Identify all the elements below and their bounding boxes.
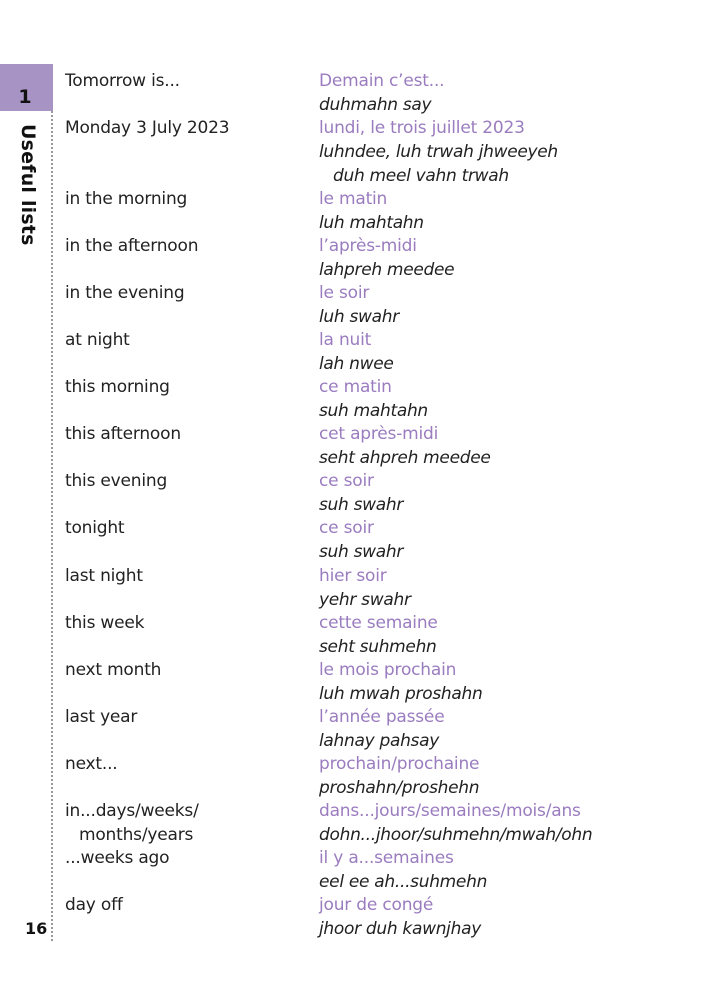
pronunciation: suh swahr <box>319 495 404 515</box>
english-phrase: Monday 3 July 2023 <box>65 118 230 138</box>
french-translation: l’après-midi <box>319 236 417 256</box>
english-phrase: tonight <box>65 518 125 538</box>
pronunciation: duhmahn say <box>319 95 432 115</box>
english-phrase: at night <box>65 330 130 350</box>
pronunciation: lahpreh meedee <box>319 260 455 280</box>
pronunciation: proshahn/proshehn <box>319 778 480 798</box>
english-phrase: this evening <box>65 471 168 491</box>
english-phrase: next... <box>65 754 118 774</box>
pronunciation: seht ahpreh meedee <box>319 448 491 468</box>
english-phrase: last year <box>65 707 138 727</box>
english-line-2: months/years <box>79 825 194 845</box>
french-translation: il y a...semaines <box>319 848 454 868</box>
english-phrase: in the morning <box>65 189 188 209</box>
section-title: Useful lists <box>17 124 39 246</box>
pronunciation: luhndee, luh trwah jhweeyeh <box>319 142 558 162</box>
french-translation: ce soir <box>319 471 374 491</box>
english-phrase: in...days/weeks/ <box>65 801 199 821</box>
english-phrase: this afternoon <box>65 424 181 444</box>
pronunciation-line-2: duh meel vahn trwah <box>333 166 509 186</box>
french-translation: la nuit <box>319 330 372 350</box>
french-translation: jour de congé <box>319 895 434 915</box>
french-translation: le matin <box>319 189 388 209</box>
french-translation: cette semaine <box>319 613 438 633</box>
french-translation: le soir <box>319 283 370 303</box>
french-translation: l’année passée <box>319 707 445 727</box>
english-phrase: this week <box>65 613 145 633</box>
pronunciation: jhoor duh kawnjhay <box>319 919 481 939</box>
english-phrase: next month <box>65 660 162 680</box>
pronunciation: luh mahtahn <box>319 213 424 233</box>
section-number: 1 <box>18 85 32 108</box>
french-translation: Demain c’est... <box>319 71 445 91</box>
dotted-divider <box>51 111 53 941</box>
pronunciation: seht suhmehn <box>319 637 437 657</box>
pronunciation: suh swahr <box>319 542 404 562</box>
english-phrase: ...weeks ago <box>65 848 170 868</box>
french-translation: lundi, le trois juillet 2023 <box>319 118 525 138</box>
french-translation: hier soir <box>319 566 387 586</box>
french-translation: ce matin <box>319 377 392 397</box>
pronunciation: suh mahtahn <box>319 401 428 421</box>
pronunciation: yehr swahr <box>319 590 411 610</box>
french-translation: ce soir <box>319 518 374 538</box>
pronunciation: luh swahr <box>319 307 399 327</box>
pronunciation: lah nwee <box>319 354 394 374</box>
page-number: 16 <box>25 919 48 938</box>
english-phrase: this morning <box>65 377 170 397</box>
english-phrase: last night <box>65 566 143 586</box>
english-phrase: day off <box>65 895 123 915</box>
english-phrase-continued <box>65 824 193 848</box>
pronunciation: dohn...jhoor/suhmehn/mwah/ohn <box>319 825 593 845</box>
english-phrase: Tomorrow is... <box>65 71 180 91</box>
french-translation: cet après-midi <box>319 424 439 444</box>
french-translation: prochain/prochaine <box>319 754 480 774</box>
pronunciation: lahnay pahsay <box>319 731 439 751</box>
pronunciation-continued <box>319 165 509 189</box>
english-phrase: in the afternoon <box>65 236 199 256</box>
pronunciation: luh mwah proshahn <box>319 684 483 704</box>
english-phrase: in the evening <box>65 283 185 303</box>
french-translation: dans...jours/semaines/mois/ans <box>319 801 581 821</box>
french-translation: le mois prochain <box>319 660 457 680</box>
pronunciation: eel ee ah...suhmehn <box>319 872 488 892</box>
